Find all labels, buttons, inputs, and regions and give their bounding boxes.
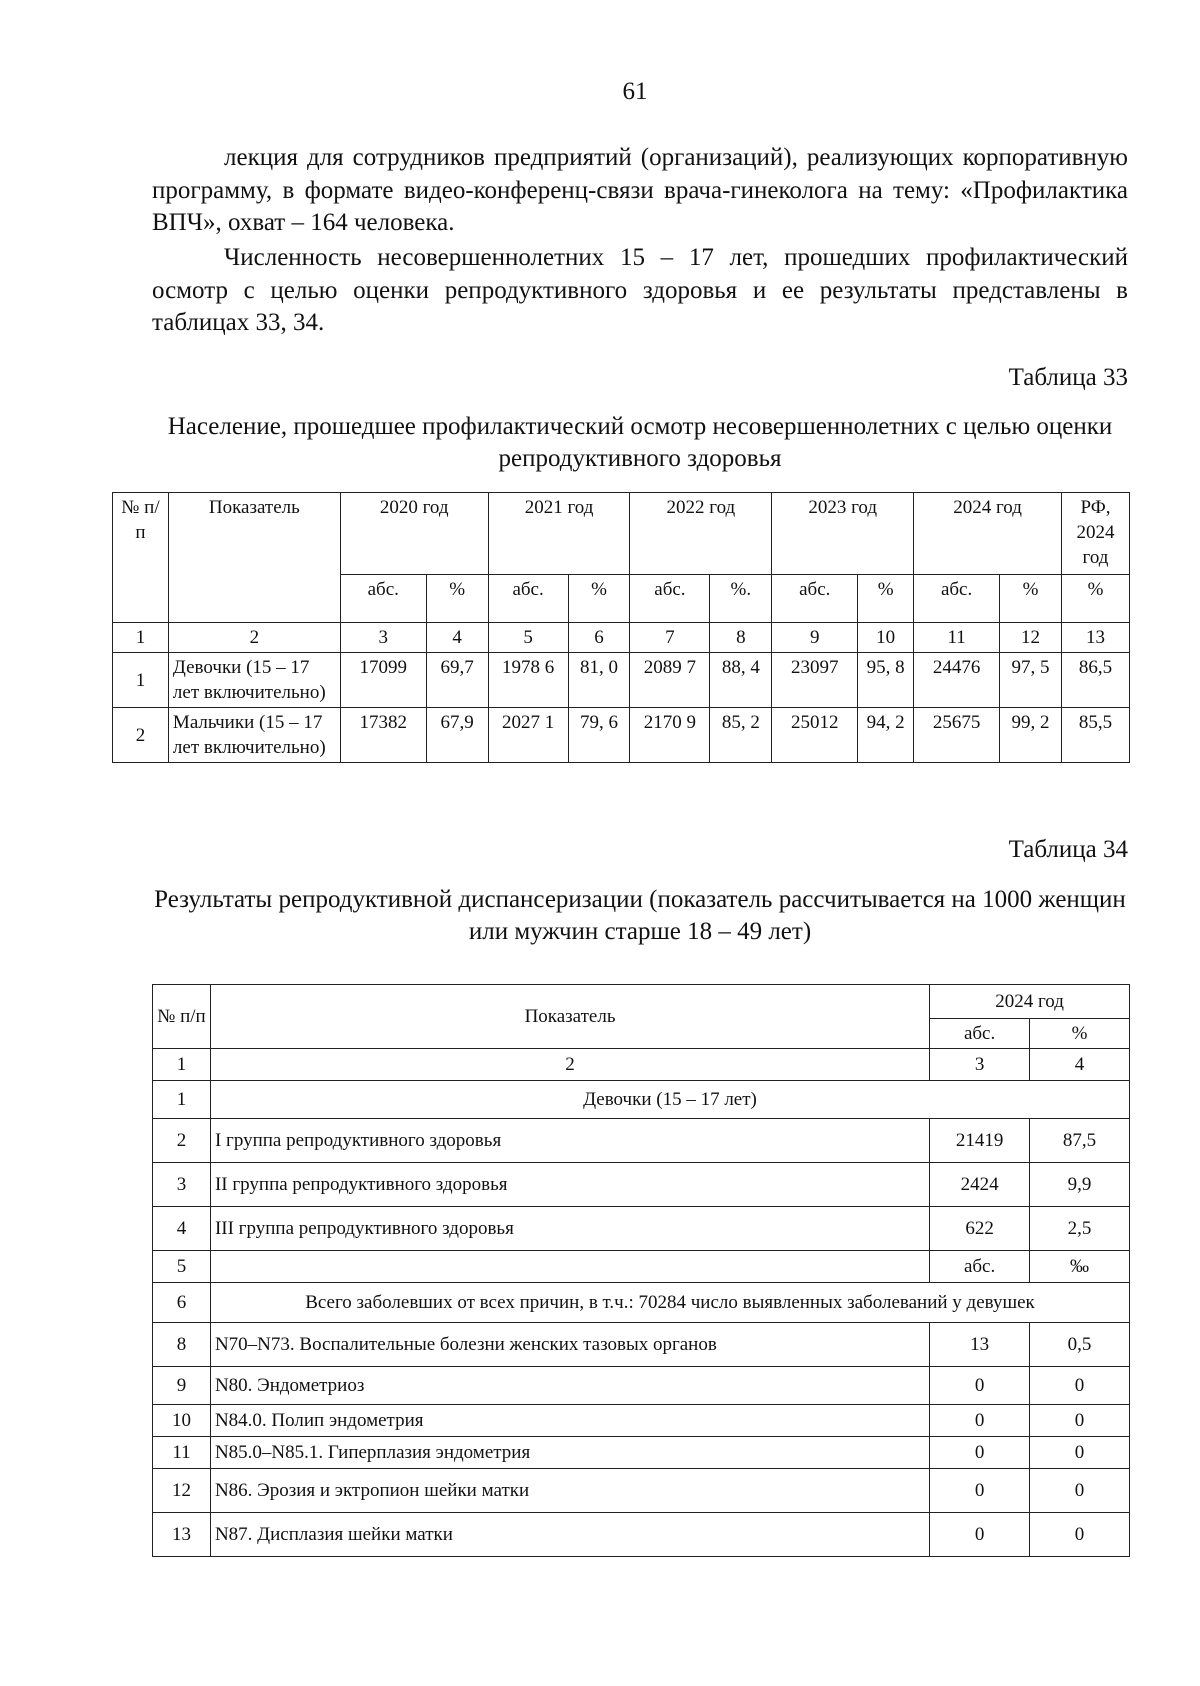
- data-cell: 2170 9: [630, 708, 710, 763]
- data-cell: 2027 1: [488, 708, 568, 763]
- table-row: [153, 1163, 1130, 1207]
- row-label: I группа репродуктивного здоровья: [210, 1119, 929, 1163]
- abs-cell: 21419: [930, 1119, 1030, 1163]
- row-label: Мальчики (15 – 17 лет включительно): [168, 708, 340, 763]
- column-number: 13: [1061, 623, 1129, 653]
- data-cell: 85, 2: [710, 708, 772, 763]
- subheader-cell: абс.: [772, 575, 858, 623]
- header-year: 2024 год: [914, 493, 1062, 575]
- data-cell: 25675: [914, 708, 1000, 763]
- row-number: 1: [153, 1081, 211, 1119]
- data-cell: 17099: [340, 653, 426, 708]
- table-33: [112, 492, 1130, 763]
- table-34: [152, 984, 1130, 1557]
- table-row: [153, 1437, 1130, 1469]
- header-year: 2022 год: [630, 493, 772, 575]
- pct-cell: ‰: [1030, 1251, 1130, 1283]
- header-rf: РФ, 2024 год: [1061, 493, 1129, 575]
- data-cell: 97, 5: [1000, 653, 1062, 708]
- data-cell: 81, 0: [568, 653, 630, 708]
- row-label: [210, 1251, 929, 1283]
- subheader-cell: абс.: [630, 575, 710, 623]
- table-row: [153, 1469, 1130, 1513]
- row-number: 10: [153, 1405, 211, 1437]
- column-number: 4: [426, 623, 488, 653]
- subheader-cell: абс.: [340, 575, 426, 623]
- abs-cell: 2424: [930, 1163, 1030, 1207]
- subheader-cell: %: [1061, 575, 1129, 623]
- row-label: III группа репродуктивного здоровья: [210, 1207, 929, 1251]
- data-cell: 85,5: [1061, 708, 1129, 763]
- table-row: [153, 1367, 1130, 1405]
- row-number: 8: [153, 1323, 211, 1367]
- data-cell: 1978 6: [488, 653, 568, 708]
- column-number: 10: [858, 623, 914, 653]
- body-paragraph-count: Численность несовершеннолетних 15 – 17 лет, прошедших профилактический осмотр с целью оценки репродуктивного здоровья и ее результаты представлены в таблицах 33, 34.: [152, 244, 1128, 336]
- header-indicator: Показатель: [168, 493, 340, 623]
- total-row: [153, 1283, 1130, 1323]
- row-label: N80. Эндометриоз: [210, 1367, 929, 1405]
- header-num: № п/п: [153, 985, 211, 1049]
- table-header-row: [153, 985, 1130, 1019]
- column-number: 4: [1030, 1049, 1130, 1081]
- section-row-girls: [153, 1081, 1130, 1119]
- column-number: 9: [772, 623, 858, 653]
- column-number: 12: [1000, 623, 1062, 653]
- row-label: Девочки (15 – 17 лет включительно): [168, 653, 340, 708]
- subheader-cell: %.: [710, 575, 772, 623]
- header-num: № п/п: [113, 493, 169, 623]
- table-33-title: Население, прошедшее профилактический осмотр несовершеннолетних с целью оценки репродуктивного здоровья: [167, 413, 1113, 472]
- abs-cell: 0: [930, 1437, 1030, 1469]
- pct-cell: 0: [1030, 1367, 1130, 1405]
- abs-cell: абс.: [930, 1251, 1030, 1283]
- table-33-label: Таблица 33: [1008, 364, 1128, 391]
- header-pct: %: [1030, 1019, 1130, 1049]
- header-year: 2020 год: [340, 493, 488, 575]
- subheader-cell: %: [426, 575, 488, 623]
- column-number: 8: [710, 623, 772, 653]
- pct-cell: 0: [1030, 1405, 1130, 1437]
- pct-cell: 0: [1030, 1437, 1130, 1469]
- data-cell: 24476: [914, 653, 1000, 708]
- column-number: 1: [153, 1049, 211, 1081]
- unit-row: [153, 1251, 1130, 1283]
- pct-cell: 0: [1030, 1469, 1130, 1513]
- section-label: Девочки (15 – 17 лет): [210, 1081, 1129, 1119]
- row-number: 3: [153, 1163, 211, 1207]
- pct-cell: 0,5: [1030, 1323, 1130, 1367]
- pct-cell: 87,5: [1030, 1119, 1130, 1163]
- column-number: 5: [488, 623, 568, 653]
- abs-cell: 0: [930, 1469, 1030, 1513]
- row-label: N85.0–N85.1. Гиперплазия эндометрия: [210, 1437, 929, 1469]
- row-number: 2: [113, 708, 169, 763]
- data-cell: 95, 8: [858, 653, 914, 708]
- table-row: [153, 1405, 1130, 1437]
- abs-cell: 13: [930, 1323, 1030, 1367]
- column-number-row: [113, 623, 1130, 653]
- row-number: 13: [153, 1513, 211, 1557]
- data-cell: 69,7: [426, 653, 488, 708]
- data-cell: 67,9: [426, 708, 488, 763]
- data-cell: 88, 4: [710, 653, 772, 708]
- subheader-cell: абс.: [488, 575, 568, 623]
- header-indicator: Показатель: [210, 985, 929, 1049]
- header-year: 2024 год: [930, 985, 1130, 1019]
- subheader-cell: %: [1000, 575, 1062, 623]
- total-label: Всего заболевших от всех причин, в т.ч.: 70284 число выявленных заболеваний у девушек: [210, 1283, 1129, 1323]
- row-number: 1: [113, 653, 169, 708]
- abs-cell: 622: [930, 1207, 1030, 1251]
- header-year: 2021 год: [488, 493, 630, 575]
- pct-cell: 9,9: [1030, 1163, 1130, 1207]
- row-label: II группа репродуктивного здоровья: [210, 1163, 929, 1207]
- data-cell: 79, 6: [568, 708, 630, 763]
- data-cell: 25012: [772, 708, 858, 763]
- column-number: 1: [113, 623, 169, 653]
- header-abs: абс.: [930, 1019, 1030, 1049]
- row-number: 12: [153, 1469, 211, 1513]
- row-number: 11: [153, 1437, 211, 1469]
- subheader-cell: %: [568, 575, 630, 623]
- abs-cell: 0: [930, 1367, 1030, 1405]
- subheader-cell: абс.: [914, 575, 1000, 623]
- data-cell: 17382: [340, 708, 426, 763]
- column-number: 3: [340, 623, 426, 653]
- column-number: 2: [168, 623, 340, 653]
- row-label: N86. Эрозия и эктропион шейки матки: [210, 1469, 929, 1513]
- column-number: 11: [914, 623, 1000, 653]
- column-number: 6: [568, 623, 630, 653]
- data-cell: 86,5: [1061, 653, 1129, 708]
- table-header-row: [113, 493, 1130, 575]
- column-number: 7: [630, 623, 710, 653]
- row-label: N70–N73. Воспалительные болезни женских тазовых органов: [210, 1323, 929, 1367]
- column-number-row: [153, 1049, 1130, 1081]
- data-cell: 23097: [772, 653, 858, 708]
- subheader-cell: %: [858, 575, 914, 623]
- table-row: [153, 1513, 1130, 1557]
- table-row: [153, 1207, 1130, 1251]
- pct-cell: 0: [1030, 1513, 1130, 1557]
- row-number: 2: [153, 1119, 211, 1163]
- data-cell: 2089 7: [630, 653, 710, 708]
- abs-cell: 0: [930, 1513, 1030, 1557]
- row-label: N84.0. Полип эндометрия: [210, 1405, 929, 1437]
- table-row: [153, 1323, 1130, 1367]
- table-row: [153, 1119, 1130, 1163]
- body-paragraph-lecture: лекция для сотрудников предприятий (организаций), реализующих корпоративную программу, в формате видео-конференц-связи врача-гинеколога на тему: «Профилактика ВПЧ», охват – 164 человека.: [152, 144, 1128, 236]
- row-number: 4: [153, 1207, 211, 1251]
- page-number: 61: [622, 78, 648, 105]
- data-cell: 99, 2: [1000, 708, 1062, 763]
- abs-cell: 0: [930, 1405, 1030, 1437]
- row-number: 5: [153, 1251, 211, 1283]
- row-label: N87. Дисплазия шейки матки: [210, 1513, 929, 1557]
- table-34-label: Таблица 34: [1008, 836, 1128, 863]
- row-number: 9: [153, 1367, 211, 1405]
- header-year: 2023 год: [772, 493, 914, 575]
- pct-cell: 2,5: [1030, 1207, 1130, 1251]
- table-row-girls: [113, 653, 1130, 708]
- data-cell: 94, 2: [858, 708, 914, 763]
- column-number: 3: [930, 1049, 1030, 1081]
- column-number: 2: [210, 1049, 929, 1081]
- table-row-boys: [113, 708, 1130, 763]
- row-number: 6: [153, 1283, 211, 1323]
- table-34-title: Результаты репродуктивной диспансеризации (показатель рассчитывается на 1000 женщин или мужчин старше 18 – 49 лет): [154, 886, 1126, 945]
